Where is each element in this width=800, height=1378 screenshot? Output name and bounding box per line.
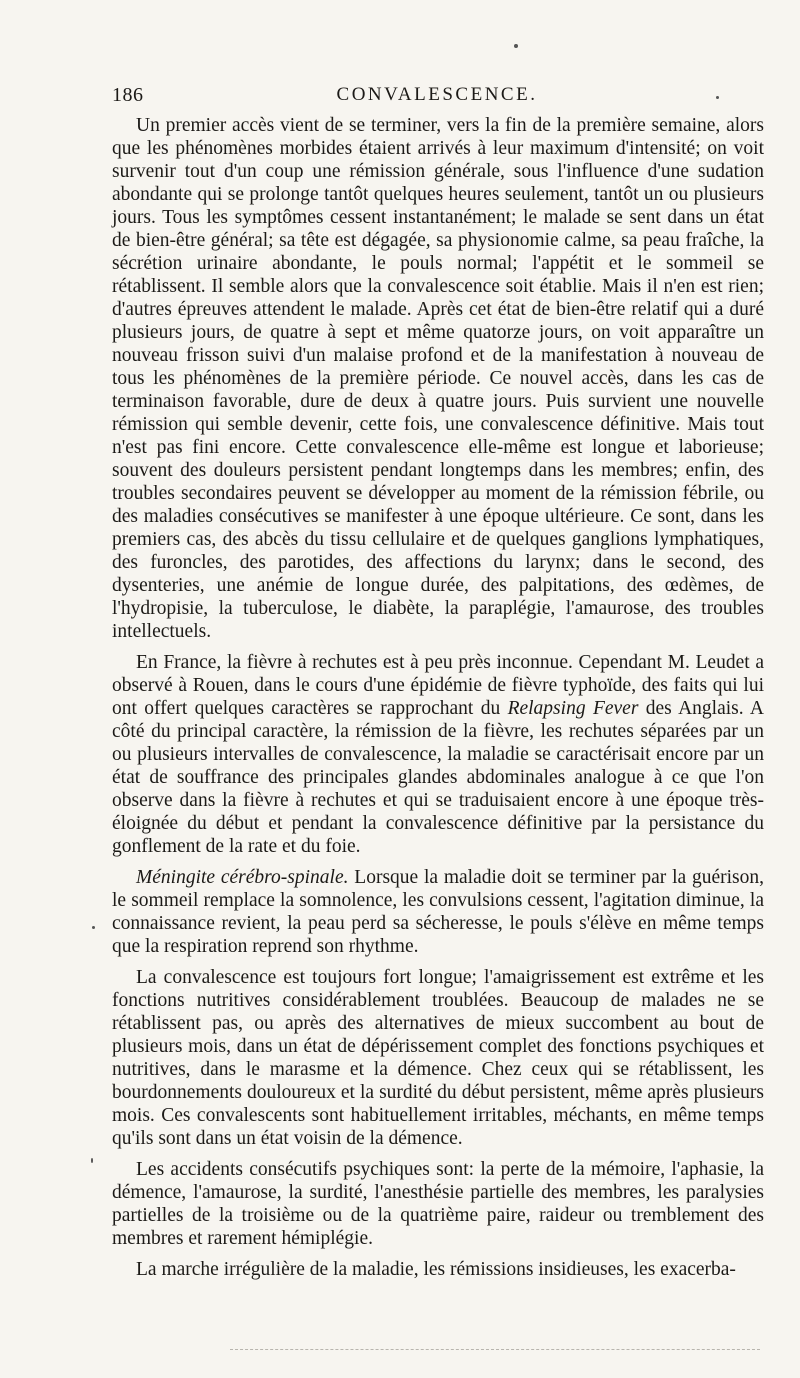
scan-speck — [514, 44, 518, 48]
paragraph-leudet-observation — [112, 651, 764, 858]
paragraph-relapsing-fever-course: Un premier accès vient de se terminer, vers la fin de la première semaine, alors que les phénomènes morbides étaient arrivés à leur maximum d'intensité; on voit survenir tout d'un coup une rémission générale, sous l'influence d'une sudation abondante qui se prolonge tantôt quelques heures seulement, tantôt un ou plusieurs jours. Tous les symptômes cessent instantanément; le malade se sent dans un état de bien-être général; sa tête est dégagée, sa physionomie calme, sa peau fraîche, la sécrétion urinaire abondante, le pouls normal; l'appétit et le sommeil se rétablissent. Il semble alors que la convalescence soit établie. Mais il n'en est rien; d'autres épreuves attendent le malade. Après cet état de bien-être relatif qui a duré plusieurs jours, de quatre à sept et même quatorze jours, on voit apparaître un nouveau frisson suivi d'un malaise profond et de la manifestation à nouveau de tous les phénomènes de la première période. Ce nouvel accès, dans les cas de terminaison favorable, dure de deux à quatre jours. Puis survient une nouvelle rémission qui semble devenir, cette fois, une convalescence définitive. Mais tout n'est pas fini encore. Cette convalescence elle-même est longue et laborieuse; souvent des douleurs persistent pendant longtemps dans les membres; enfin, des troubles secondaires peuvent se développer au moment de la rémission fébrile, ou des maladies consécutives se manifester à une époque ultérieure. Ce sont, dans les premiers cas, des abcès du tissu cellulaire et de quelques ganglions lymphatiques, des furoncles, des parotides, des affections du larynx; dans le second, des dysenteries, une anémie de longue durée, des palpitations, des œdèmes, de l'hydropisie, la tuberculose, le diabète, la paraplégie, l'amaurose, des troubles intellectuels. — [112, 115, 764, 642]
section-heading-meningite: Méningite cérébro-spinale. — [136, 867, 349, 888]
paragraph-irregular-course: La marche irrégulière de la maladie, les rémissions insidieuses, les exacerba- — [136, 1259, 736, 1280]
bottom-dashed-rule — [230, 1349, 760, 1350]
scan-speck — [92, 926, 95, 929]
paragraph-psychic-accidents: Les accidents consécutifs psychiques sont: la perte de la mémoire, l'aphasie, la démence, l'amaurose, la surdité, l'anesthésie partielle des membres, les paralysies partielles de la troisième ou de la quatrième paire, raideur ou tremblement des membres et rarement hémiplégie. — [112, 1159, 764, 1249]
running-head — [112, 84, 762, 114]
paragraph-text: En France, la fièvre à rechutes est à peu près inconnue. Cependant M. Leudet a observé à Rouen, dans le cours d'une épidémie de fièvre typhoïde, des faits qui lui ont offert quelques caractères se rapprochant du — [112, 652, 764, 719]
running-title: CONVALESCENCE. — [336, 84, 538, 105]
paragraph-convalescence-long: La convalescence est toujours fort longue; l'amaigrissement est extrême et les fonctions nutritives considérablement troublées. Beaucoup de malades ne se rétablissent pas, ou après des alternatives de mieux succombent au bout de plusieurs mois, dans un état de dépérissement complet des fonctions psychiques et nutritives, dans le marasme et la démence. Chez ceux qui se rétablissent, les bourdonnements douloureux et la surdité du début persistent, même après plusieurs mois. Ces convalescents sont habituellement irritables, méchants, en même temps qu'ils sont dans un état voisin de la démence. — [112, 967, 764, 1149]
paragraph-meningitis — [112, 866, 764, 958]
scan-speck — [91, 1158, 93, 1163]
page-number: 186 — [112, 84, 144, 106]
body-text — [112, 114, 764, 1289]
paragraph-text: des Anglais. A côté du principal caractère, la rémission de la fièvre, les rechutes séparées par un ou plusieurs intervalles de convalescence, la maladie se caractérisait encore par un état de souffrance des principales glandes abdominales analogue à ce que l'on observe dans la fièvre à rechutes et qui se traduisaient encore à une époque très-éloignée du début et pendant la convalescence définitive par la persistance du gonflement de la rate et du foie. — [112, 698, 764, 857]
paragraph-text: Lorsque la maladie doit se terminer par la guérison, le sommeil remplace la somnolence, les convulsions cessent, l'agitation diminue, la connaissance revient, la peau perd sa sécheresse, le pouls s'élève en même temps que la respiration reprend son rhythme. — [112, 867, 764, 957]
italic-term-relapsing-fever: Relapsing Fever — [507, 698, 639, 719]
scan-speck — [716, 96, 719, 99]
